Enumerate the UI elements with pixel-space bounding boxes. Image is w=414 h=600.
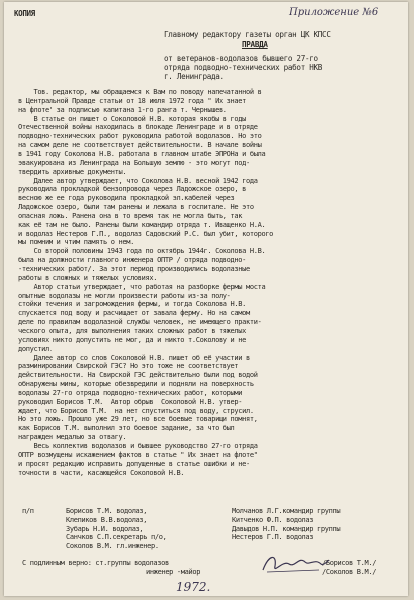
certification-name-2: /Соколов В.М./ [322,568,377,576]
body-line: на флоте" за подписью капитана 1-го ранга т. Чернышев. [18,105,227,114]
body-line: Далее автор утверждает, что Соколова Н.В. весной 1942 года [18,176,258,185]
body-line: Далее автор со слов Соколовой Н.В. пишет об её участии в [18,353,250,362]
body-line: Ладожское озеро, были там ранены и лежала в госпитале. Не это [18,203,254,212]
body-line: весною же ее года руководила прокладкой эл.кабелей через [18,194,235,203]
body-line: работы в сложных и тяжелых условиях. [18,273,158,282]
body-line: в Центральной Правде статьи от 18 июля 1972 года " Их знает [18,96,246,105]
body-line: точности в части, касающейся Соколовой Н.В. [18,468,185,477]
body-line: деле по правилам водолазной службы человек, не имеющего практи- [18,318,262,327]
body-line: спускается под воду и расчищает от завала ферму. Но на самом [18,309,250,318]
body-line: Тов. редактор, мы обращаемся к Вам по поводу напечатанной в [18,88,262,96]
from-line-3: г. Ленинграда. [164,72,224,81]
handwritten-year: 1972. [176,580,211,594]
body-line: и водолаз Нестеров Г.П., водолаз Садовский Р.С. был убит, которого [18,229,274,238]
signature-entry: Санчков С.П.секретарь п/о, [66,533,167,542]
signature-label: п/п [22,507,34,515]
body-line: руководил Борисов Т.М. Автор обрыв Соколовой Н.В. утвер- [18,397,243,406]
certification-name-1: /Борисов Т.М./ [322,559,377,567]
body-line: руководила прокладкой бензопровода через Ладожское озеро, в [18,185,246,194]
body-line: награжден медалью за отвагу. [18,433,127,442]
from-line-1: от ветеранов-водолазов бывшего 27-го [164,54,318,63]
body-line: условиях никто допустить не мог, да и никто т.Соколову и не [18,335,246,344]
signature-entry: Молчанов Л.Г.командир группы [232,507,341,515]
body-line: ческого опыта, для выполнения таких сложных работ в тяжелых [18,326,246,335]
body-line: как её там не было. Ранены были командир отряда т. Иващенко Н.А. [18,220,266,229]
body-line: действительности. На Свирской ГЭС действительно были под водой [18,371,258,380]
body-line: мы помним и чтим память о нем. [18,238,134,247]
certification-text-2: инженер -майор [146,568,201,576]
signature-entry: Зубарь Н.И. водолаз, [66,524,144,533]
signature-entry: Борисов Т.М. водолаз, [66,507,148,515]
handwritten-signature [259,550,331,578]
body-line: и просят редакцию исправить допущенные в статье ошибки и не- [18,459,250,468]
document-page [4,2,408,596]
body-line: водолазы 27-го отряда подводно-технических работ, которыми [18,388,243,397]
body-line: В статье он пишет о Соколовой Н.В. которая якобы в годы [18,114,246,123]
body-line: в 1941 году Соколова Н.В. работала в главном штабе ЭПРОНа и была [18,149,266,158]
signature-entry: Давыдов Н.П. командир группы [232,524,341,533]
addressee-line: Главному редактору газеты орган ЦК КПСС [164,30,331,39]
newspaper-name: ПРАВДА [242,40,268,49]
signature-entry: Соколов В.М. гл.инженер. [66,542,159,551]
body-line: опытные водолазы не могли произвести работы из-за полу- [18,291,231,300]
body-line: -технических работ/. За этот период производились водолазные [18,265,250,273]
body-line: разминировании Свирской ГЭС? Но это тоже не соответствует [18,362,239,371]
body-line: Отечественной войны находилась в блокаде Ленинграде и в отряде [18,123,258,132]
signature-entry: Китченко Ф.П. водолаз [232,515,314,524]
body-line: обнаружены мины, которые обезвредили и подняли на поверхность [18,380,254,389]
body-line: была на должности главного инженера ОПТР / отряда подводно- [18,256,246,265]
certification-text: С подлинным верно: ст.группы водолазов [22,559,169,567]
body-line: опасная ложь. Ранена она в то время так не могла быть, так [18,211,243,220]
handwritten-reference: Приложение №6 [289,7,379,18]
body-line: на самом деле не соответствует действительности. В начале войны [18,141,262,150]
body-line: ОПТР возмущены искажением фактов в статье " Их знает на флоте" [18,450,258,459]
body-line: как Борисов Т.М. выполнил это боевое задание, за что был [18,424,235,433]
body-line: допустил. [18,344,53,353]
body-line: эвакуирована из Ленинграда на Большую землю - это могут под- [18,158,250,167]
body-line: Но это ложь. Прошло уже 29 лет, но все боевые товарищи помнят, [18,415,258,424]
body-line: Автор статьи утверждает, что работая на разборке фермы моста [18,282,266,291]
body-line: ждает, что Борисов Т.М. на нет спуститься под воду, струсил. [18,406,254,415]
body-line: твердить архивные документы. [18,167,127,176]
signature-entry: Нестеров Г.П. водолаз [232,533,314,542]
body-line: Весь коллектив водолазов и бывшее руководство 27-го отряда [18,442,258,450]
body-line: Со второй половины 1943 года по октябрь 1944г. Соколова Н.В. [18,247,266,256]
body-line: подводно-технических работ руководила работой водолазов. Но это [18,132,262,141]
signature-entry: Клепиков В.В.водолаз, [66,515,148,524]
from-line-2: отряда подводно-технических работ НКВ [164,63,323,72]
copy-stamp: КОПИЯ [14,9,35,18]
body-line: стойки течения и загромождения фермы, и тогда Соколова Н.В. [18,300,246,309]
